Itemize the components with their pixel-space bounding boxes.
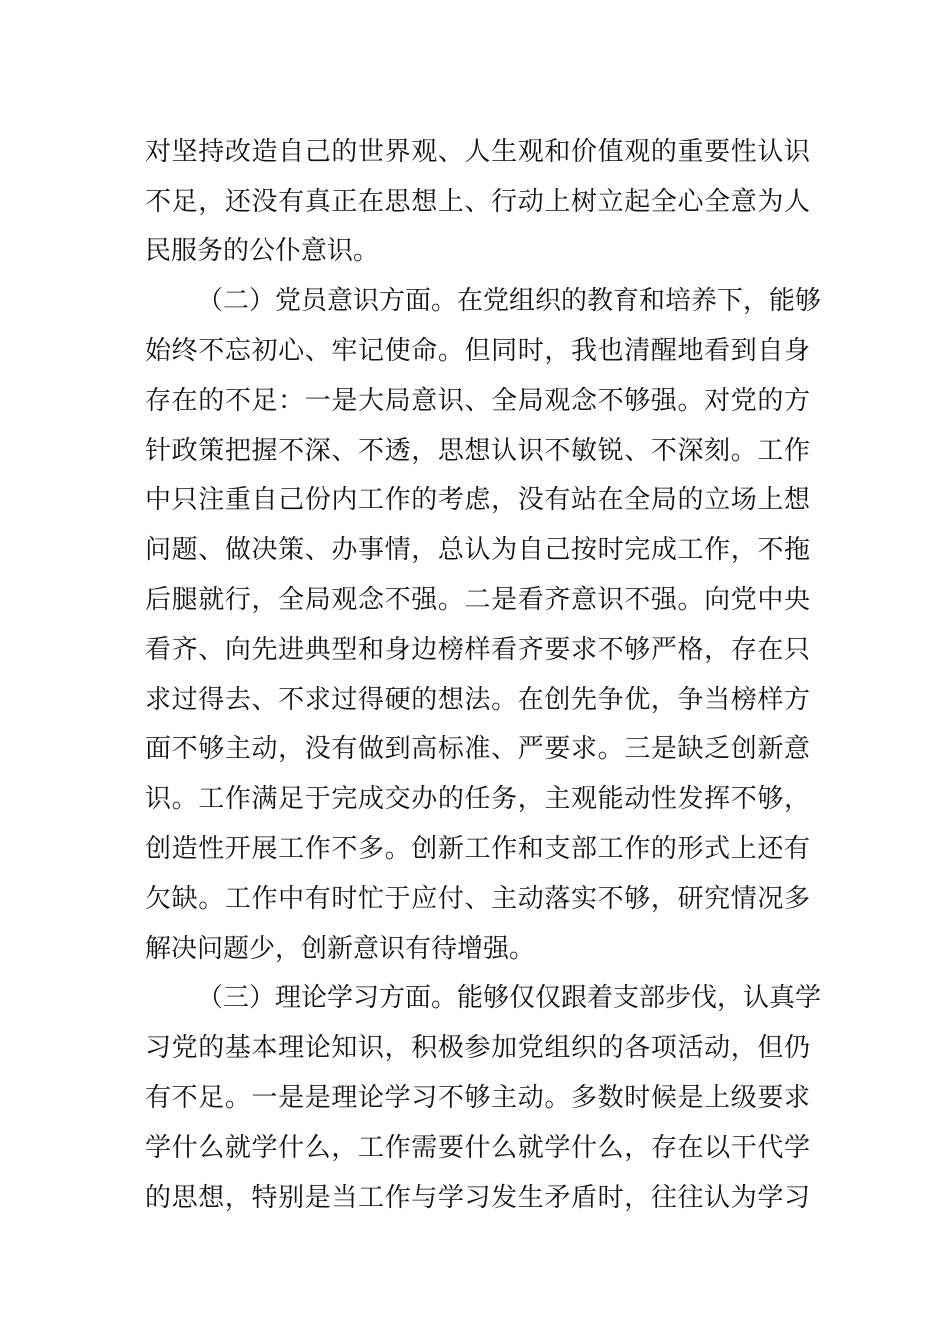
text-line: 问题、做决策、办事情，总认为自己按时完成工作，不拖 bbox=[145, 535, 810, 565]
text-line: 不足，还没有真正在思想上、行动上树立起全心全意为人 bbox=[145, 187, 810, 217]
text-line: 求过得去、不求过得硬的想法。在创先争优，争当榜样方 bbox=[145, 685, 810, 715]
text-line: 民服务的公仆意识。 bbox=[145, 236, 380, 266]
text-line: 针政策把握不深、不透，思想认识不敏锐、不深刻。工作 bbox=[145, 436, 810, 466]
text-line: 看齐、向先进典型和身边榜样看齐要求不够严格，存在只 bbox=[145, 635, 810, 665]
text-line: 欠缺。工作中有时忙于应付、主动落实不够，研究情况多 bbox=[145, 884, 810, 914]
text-line: （三）理论学习方面。能够仅仅跟着支部步伐，认真学 bbox=[197, 983, 822, 1013]
text-line: 解决问题少，创新意识有待增强。 bbox=[145, 934, 536, 964]
text-line: 识。工作满足于完成交办的任务，主观能动性发挥不够， bbox=[145, 784, 810, 814]
text-line: 存在的不足：一是大局意识、全局观念不够强。对党的方 bbox=[145, 386, 810, 416]
text-line: 学什么就学什么，工作需要什么就学什么，存在以干代学 bbox=[145, 1133, 810, 1163]
text-line: 面不够主动，没有做到高标准、严要求。三是缺乏创新意 bbox=[145, 734, 810, 764]
text-line: 创造性开展工作不多。创新工作和支部工作的形式上还有 bbox=[145, 834, 810, 864]
text-line: 习党的基本理论知识，积极参加党组织的各项活动，但仍 bbox=[145, 1033, 810, 1063]
text-line: 始终不忘初心、牢记使命。但同时，我也清醒地看到自身 bbox=[145, 336, 810, 366]
text-line: 有不足。一是是理论学习不够主动。多数时候是上级要求 bbox=[145, 1083, 810, 1113]
text-line: 的思想，特别是当工作与学习发生矛盾时，往往认为学习 bbox=[145, 1183, 810, 1213]
text-line: 中只注重自己份内工作的考虑，没有站在全局的立场上想 bbox=[145, 485, 810, 515]
text-line: 后腿就行，全局观念不强。二是看齐意识不强。向党中央 bbox=[145, 585, 810, 615]
text-line: 对坚持改造自己的世界观、人生观和价值观的重要性认识 bbox=[145, 137, 810, 167]
text-line: （二）党员意识方面。在党组织的教育和培养下，能够 bbox=[197, 286, 822, 316]
